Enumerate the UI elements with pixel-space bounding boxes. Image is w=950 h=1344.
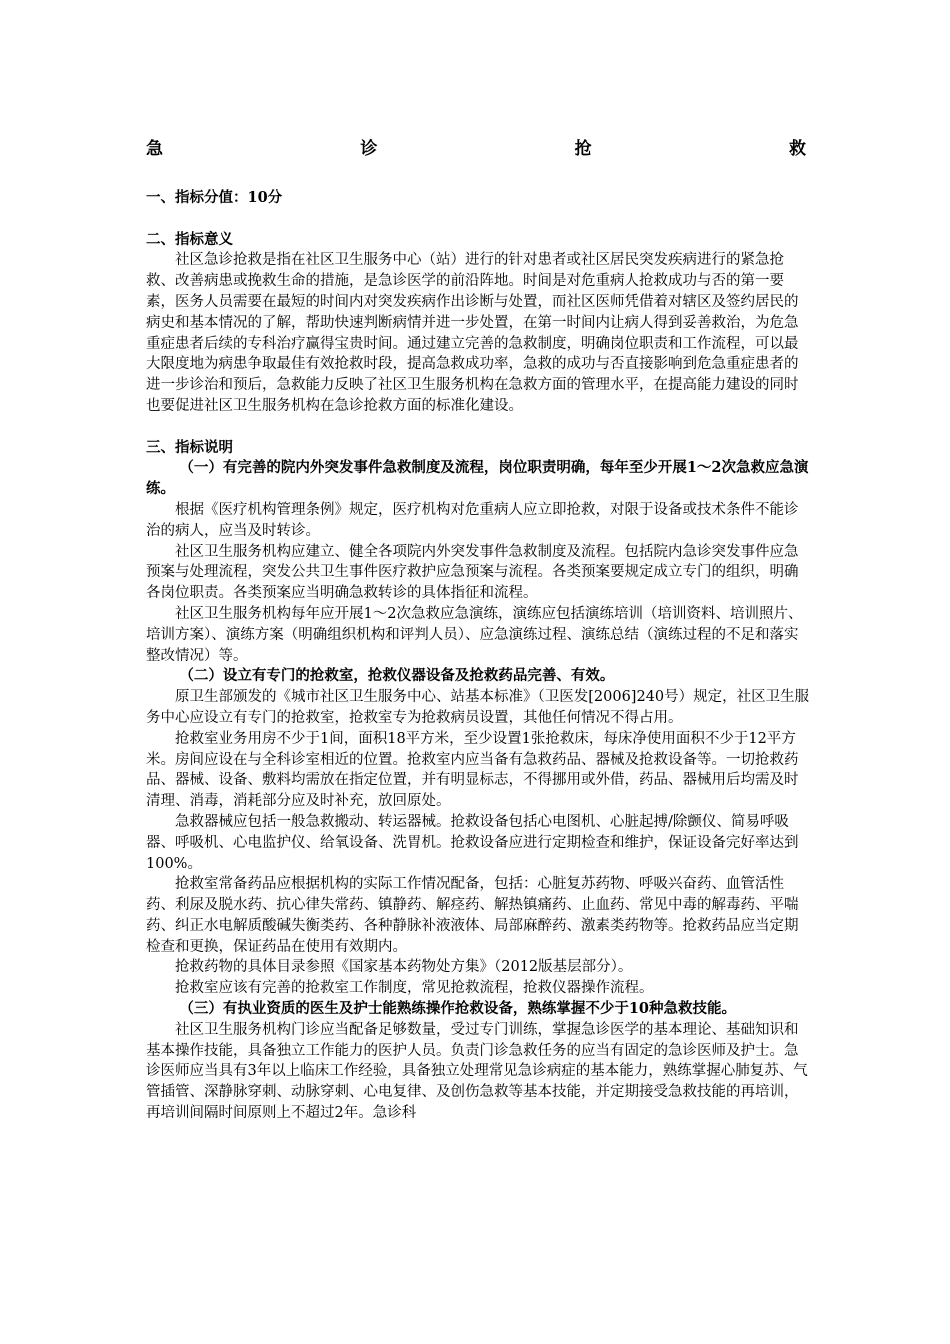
item1-paragraph-2: 社区卫生服务机构应建立、健全各项院内外突发事件急救制度及流程。包括院内急诊突发事件应急预案与处理流程，突发公共卫生事件医疗救护应急预案与流程。各类预案要规定成立专门的组织，明确各岗位职责。各类预案应当明确急救转诊的具体指征和流程。 bbox=[146, 543, 799, 602]
title-char-4: 救 bbox=[788, 139, 806, 159]
title-char-3: 抢 bbox=[574, 139, 592, 159]
item3-heading: （三）有执业资质的医生及护士能熟练操作抢救设备，熟练掌握不少于10种急救技能。 bbox=[179, 1000, 737, 1018]
item2-paragraph-1: 原卫生部颁发的《城市社区卫生服务中心、站基本标准》（卫医发[2006]240号）规定，社区卫生服务中心应设立有专门的抢救室，抢救室专为抢救病员设置，其他任何情况不得占用。 bbox=[146, 689, 810, 726]
title-char-1: 急 bbox=[146, 139, 163, 159]
document-title bbox=[146, 134, 806, 158]
item1-paragraph-3: 社区卫生服务机构每年应开展1～2次急救应急演练，演练应包括演练培训（培训资料、培训照片、培训方案）、演练方案（明确组织机构和评判人员）、应急演练过程、演练总结（演练过程的不足和落实整改情况）等。 bbox=[146, 605, 803, 664]
item1-heading: （一）有完善的院内外突发事件急救制度及流程，岗位职责明确，每年至少开展1～2次急救应急演练。 bbox=[146, 459, 809, 498]
item1-paragraph-1: 根据《医疗机构管理条例》规定，医疗机构对危重病人应立即抢救，对限于设备或技术条件不能诊治的病人，应当及时转诊。 bbox=[146, 501, 799, 539]
item2-paragraph-6: 抢救室应该有完善的抢救室工作制度，常见抢救流程，抢救仪器操作流程。 bbox=[175, 980, 654, 997]
document-body bbox=[146, 188, 810, 1124]
title-char-2: 诊 bbox=[360, 139, 378, 159]
item2-paragraph-5: 抢救药物的具体目录参照《国家基本药物处方集》（2012版基层部分）。 bbox=[175, 959, 633, 976]
score-heading: 一、指标分值：10分 bbox=[146, 189, 283, 206]
meaning-heading: 二、指标意义 bbox=[146, 230, 233, 248]
item2-paragraph-3: 急救器械应包括一般急救搬动、转运器械。抢救设备包括心电图机、心脏起搏/除颤仪、简易呼吸器、呼吸机、心电监护仪、给氧设备、洗胃机。抢救设备应进行定期检查和维护，保证设备完好率达到100%。 bbox=[146, 813, 799, 872]
meaning-paragraph: 社区急诊抢救是指在社区卫生服务中心（站）进行的针对患者或社区居民突发疾病进行的紧急抢救、改善病患或挽救生命的措施，是急诊医学的前沿阵地。时间是对危重病人抢救成功与否的第一要素，医务人员需要在最短的时间内对突发疾病作出诊断与处置，而社区医师凭借着对辖区及签约居民的病史和基本情况的了解，帮助快速判断病情并进一步处置，在第一时间内让病人得到妥善救治，为危急重症患者后续的专科治疗赢得宝贵时间。通过建立完善的急救制度，明确岗位职责和工作流程，可以最大限度地为病患争取最佳有效抢救时段，提高急救成功率，急救的成功与否直接影响到危急重症患者的进一步诊治和预后，急救能力反映了社区卫生服务机构在急救方面的管理水平，在提高能力建设的同时也要促进社区卫生服务机构在急诊抢救方面的标准化建设。 bbox=[146, 252, 799, 414]
item2-paragraph-4: 抢救室常备药品应根据机构的实际工作情况配备，包括：心脏复苏药物、呼吸兴奋药、血管活性药、利尿及脱水药、抗心律失常药、镇静药、解痉药、解热镇痛药、止血药、常见中毒的解毒药、平喘药、纠正水电解质酸碱失衡类药、各种静脉补液液体、局部麻醉药、激素类药物等。抢救药品应当定期检查和更换，保证药品在使用有效期内。 bbox=[146, 876, 799, 955]
item2-paragraph-2: 抢救室业务用房不少于1间，面积18平方米，至少设置1张抢救床，每床净使用面积不少于12平方米。房间应设在与全科诊室相近的位置。抢救室内应当备有急救药品、器械及抢救设备等。一切抢救药品、器械、设备、敷料均需放在指定位置，并有明显标志，不得挪用或外借，药品、器械用后均需及时清理、消毒，消耗部分应及时补充，放回原处。 bbox=[146, 730, 799, 810]
item3-paragraph-1: 社区卫生服务机构门诊应当配备足够数量，受过专门训练，掌握急诊医学的基本理论、基础知识和基本操作技能，具备独立工作能力的医护人员。负责门诊急救任务的应当有固定的急诊医师及护士。急诊医师应当具有3年以上临床工作经验，具备独立处理常见急诊病症的基本能力，熟练掌握心肺复苏、气管插管、深静脉穿刺、动脉穿刺、心电复律、及创伤急救等基本技能，并定期接受急救技能的再培训，再培训间隔时间原则上不超过2年。急诊科 bbox=[146, 1021, 808, 1122]
description-heading: 三、指标说明 bbox=[146, 438, 233, 456]
item2-heading: （二）设立有专门的抢救室，抢救仪器设备及抢救药品完善、有效。 bbox=[179, 667, 615, 685]
